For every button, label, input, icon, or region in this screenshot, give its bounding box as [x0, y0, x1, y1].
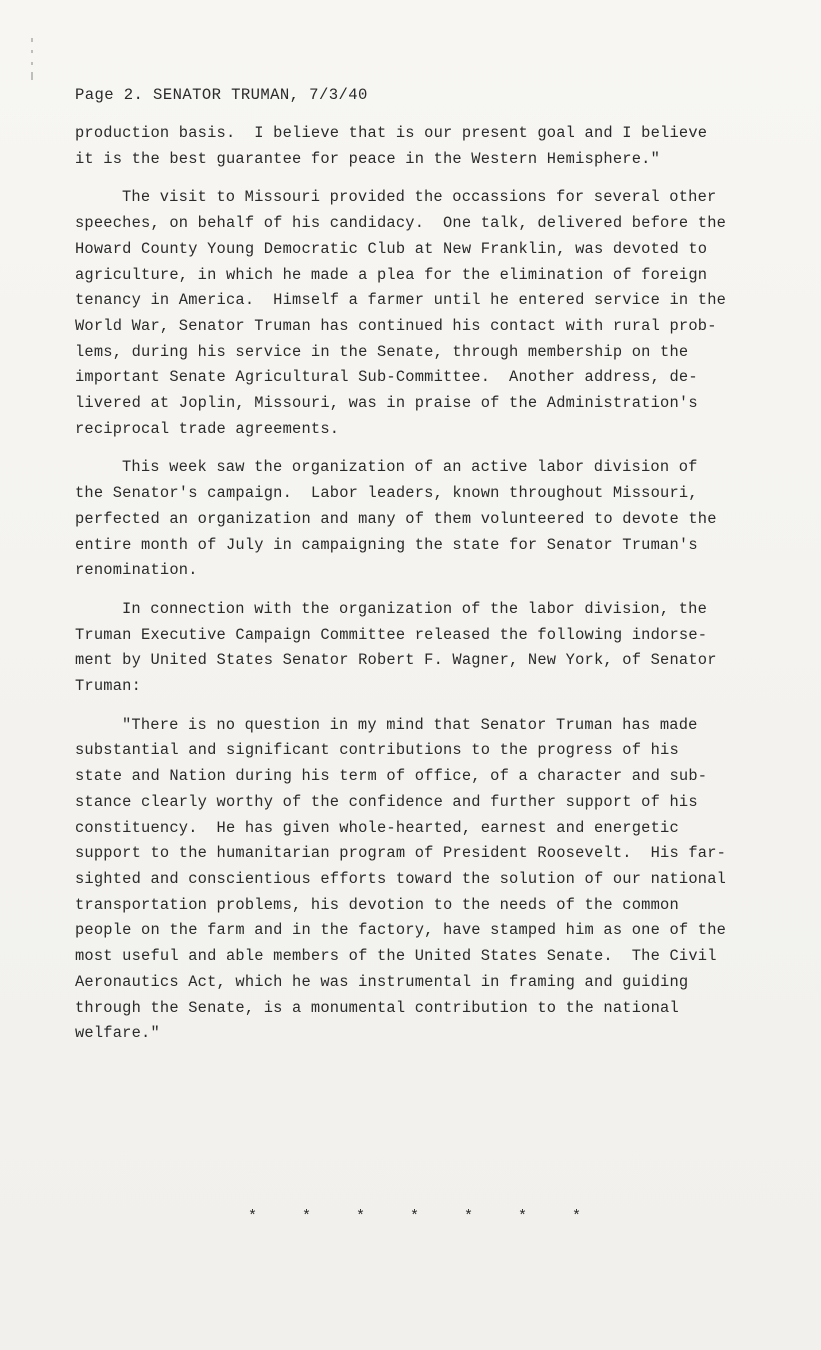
- text-line: agriculture, in which he made a plea for the elimination of foreign: [75, 265, 708, 284]
- text-line: people on the farm and in the factory, have stamped him as one of the: [75, 921, 727, 940]
- text-line: tenancy in America. Himself a farmer until he entered service in the: [75, 291, 727, 310]
- paragraph-gap: [75, 442, 740, 455]
- text-line: lems, during his service in the Senate, through membership on the: [75, 342, 689, 361]
- text-line: perfected an organization and many of them volunteered to devote the: [75, 509, 717, 528]
- paragraph-gap: [75, 700, 740, 713]
- punch-mark: [31, 72, 33, 80]
- text-line: most useful and able members of the United States Senate. The Civil: [75, 947, 717, 966]
- text-line: livered at Joplin, Missouri, was in praise of the Administration's: [75, 394, 698, 413]
- paragraph-gap: [75, 172, 740, 185]
- text-line: state and Nation during his term of office, of a character and sub-: [75, 767, 708, 786]
- punch-mark: [31, 62, 33, 65]
- text-line: important Senate Agricultural Sub-Committee. Another address, de-: [75, 368, 698, 387]
- text-line: World War, Senator Truman has continued his contact with rural prob-: [75, 316, 717, 335]
- paragraph-gap: [75, 584, 740, 597]
- section-divider-stars: * * * * * * *: [248, 1208, 582, 1225]
- text-line: substantial and significant contributions to the progress of his: [75, 741, 679, 760]
- text-line: support to the humanitarian program of President Roosevelt. His far-: [75, 844, 727, 863]
- text-line: it is the best guarantee for peace in the Western Hemisphere.": [75, 149, 661, 168]
- text-line: transportation problems, his devotion to the needs of the common: [75, 895, 679, 914]
- text-line: "There is no question in my mind that Senator Truman has made: [122, 715, 698, 734]
- text-line: renomination.: [75, 561, 198, 580]
- text-line: In connection with the organization of the labor division, the: [122, 599, 708, 618]
- text-line: welfare.": [75, 1024, 160, 1043]
- punch-mark: [31, 38, 33, 42]
- paragraph: [75, 185, 740, 442]
- text-line: Truman Executive Campaign Committee released the following indorse-: [75, 625, 708, 644]
- text-line: sighted and conscientious efforts toward the solution of our national: [75, 869, 727, 888]
- text-line: production basis. I believe that is our present goal and I believe: [75, 124, 708, 142]
- text-line: the Senator's campaign. Labor leaders, known throughout Missouri,: [75, 484, 698, 503]
- text-line: through the Senate, is a monumental contribution to the national: [75, 998, 679, 1017]
- page-header: Page 2. SENATOR TRUMAN, 7/3/40: [75, 86, 368, 104]
- text-line: ment by United States Senator Robert F. Wagner, New York, of Senator: [75, 651, 717, 670]
- paragraph: [75, 455, 740, 584]
- text-line: This week saw the organization of an active labor division of: [122, 458, 698, 477]
- document-body: [75, 121, 740, 1047]
- text-line: The visit to Missouri provided the occassions for several other: [122, 188, 717, 207]
- text-line: constituency. He has given whole-hearted, earnest and energetic: [75, 818, 679, 837]
- text-line: entire month of July in campaigning the state for Senator Truman's: [75, 535, 698, 554]
- text-line: Truman:: [75, 677, 142, 696]
- text-line: reciprocal trade agreements.: [75, 419, 340, 438]
- punch-mark: [31, 50, 33, 53]
- text-line: Aeronautics Act, which he was instrumental in framing and guiding: [75, 972, 689, 991]
- paragraph: [75, 713, 740, 1047]
- text-line: speeches, on behalf of his candidacy. One talk, delivered before the: [75, 214, 727, 233]
- paragraph: [75, 121, 740, 172]
- text-line: Howard County Young Democratic Club at New Franklin, was devoted to: [75, 239, 708, 258]
- text-line: stance clearly worthy of the confidence and further support of his: [75, 792, 698, 811]
- paragraph: [75, 597, 740, 700]
